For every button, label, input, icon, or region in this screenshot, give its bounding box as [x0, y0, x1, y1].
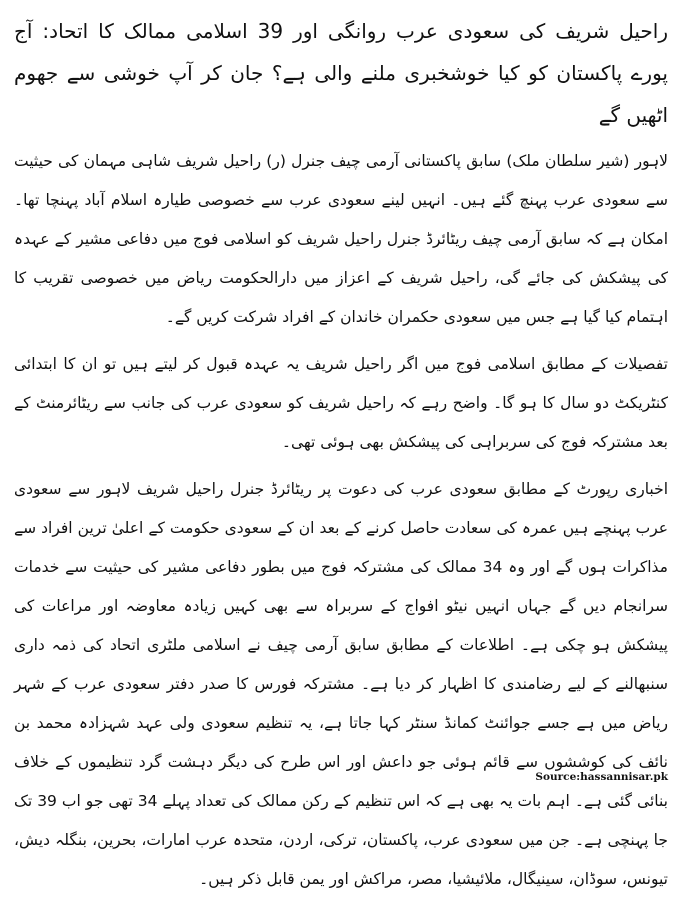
- article-paragraph: لاہور (شیر سلطان ملک) سابق پاکستانی آرمی چیف جنرل (ر) راحیل شریف شاہی مہمان کی حیثیت سے سعودی عرب پہنچ گئے ہیں۔ انہیں لینے سعودی عرب سے خصوصی طیارہ اسلام آباد پہنچا تھا۔ امکان ہے کہ سابق آرمی چیف ریٹائرڈ جنرل راحیل شریف کو اسلامی فوج میں دفاعی مشیر کے عہدہ کی پیشکش کی جائے گی، راحیل شریف کے اعزاز میں دارالحکومت ریاض میں خصوصی تقریب کا اہتمام کیا گیا ہے جس میں سعودی حکمران خاندان کے افراد شرکت کریں گے۔: [14, 152, 668, 326]
- article-headline: راحیل شریف کی سعودی عرب روانگی اور 39 اسلامی ممالک کا اتحاد: آج پورے پاکستان کو کیا خوشخبری ملنے والی ہے؟ جان کر آپ خوشی سے جھوم اٹھیں گے: [14, 19, 669, 127]
- article-paragraph: تفصیلات کے مطابق اسلامی فوج میں اگر راحیل شریف یہ عہدہ قبول کر لیتے ہیں تو ان کا ابتدائی کنٹریکٹ دو سال کا ہو گا۔ واضح رہے کہ راحیل شریف کو سعودی عرب کی جانب سے ریٹائرمنٹ کے بعد مشترکہ فوج کی سربراہی کی پیشکش بھی ہوئی تھی۔: [14, 355, 668, 451]
- article-paragraph: اخباری رپورٹ کے مطابق سعودی عرب کی دعوت پر ریٹائرڈ جنرل راحیل شریف لاہور سے سعودی عرب پہنچے ہیں عمرہ کی سعادت حاصل کرنے کے بعد ان کے سعودی حکومت کے اعلیٰ ترین افراد سے مذاکرات ہوں گے اور وہ 34 ممالک کی مشترکہ فوج میں بطور دفاعی مشیر کی حیثیت سے خدمات سرانجام دیں گے جہاں انہیں نیٹو افواج کے سربراہ سے بھی کہیں زیادہ معاوضہ اور مراعات کی پیشکش ہو چکی ہے۔ اطلاعات کے مطابق سابق آرمی چیف نے اسلامی ملٹری اتحاد کی ذمہ داری سنبھالنے کے لیے رضامندی کا اظہار کر دیا ہے۔ مشترکہ فورس کا صدر دفتر سعودی عرب کے شہر ریاض میں ہے جسے جوائنٹ کمانڈ سنٹر کہا جاتا ہے، یہ تنظیم سعودی ولی عہد شہزادہ محمد بن نائف کی کوششوں سے قائم ہوئی جو داعش اور اس طرح کی دیگر دہشت گرد تنظیموں کے خلاف بنائی گئی ہے۔ اہم بات یہ بھی ہے کہ اس تنظیم کے رکن ممالک کی تعداد پہلے 34 تھی جو اب 39 تک جا پہنچی ہے۔ جن میں سعودی عرب، پاکستان، ترکی، اردن، متحدہ عرب امارات، بحرین، بنگلہ دیش، تیونس، سوڈان، سینیگال، ملائیشیا، مصر، مراکش اور یمن قابل ذکر ہیں۔: [14, 480, 668, 888]
- source-credit: Source:hassannisar.pk: [535, 771, 668, 783]
